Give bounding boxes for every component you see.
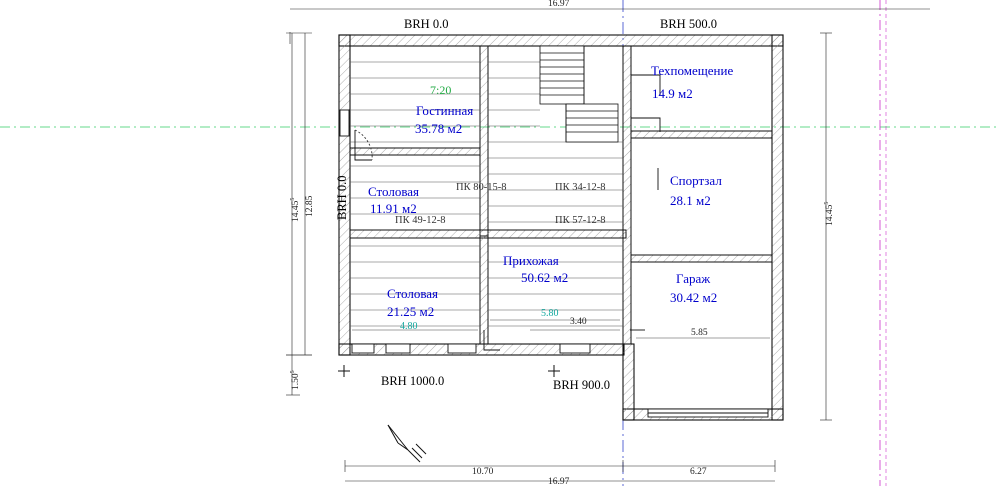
room-area-prihozhaya: 50.62 м2 bbox=[521, 270, 569, 285]
dimension-left-outer-value: 14.45 bbox=[291, 200, 302, 222]
green-note-7-20: 7:20 bbox=[430, 83, 452, 97]
room-area-sportzal: 28.1 м2 bbox=[670, 193, 711, 208]
dimension-interior-3-40: 3.40 bbox=[570, 317, 587, 327]
dimension-left-outer-sup: 5 bbox=[290, 197, 296, 201]
brh-label-top-left: BRH 0.0 bbox=[404, 17, 449, 31]
panel-label-pk-34-12-8: ПК 34-12-8 bbox=[555, 182, 606, 193]
panel-label-pk-80-15-8: ПК 80-15-8 bbox=[456, 182, 507, 193]
dimension-interior-4-80: 4.80 bbox=[400, 321, 418, 332]
room-area-tehpomeshchenie: 14.9 м2 bbox=[652, 86, 693, 101]
dimension-right-outer bbox=[824, 202, 836, 226]
brh-label-left: BRH 0.0 bbox=[335, 175, 349, 220]
room-area-garazh: 30.42 м2 bbox=[670, 290, 718, 305]
room-name-gostinnaya: Гостинная bbox=[416, 103, 474, 118]
dimension-lines bbox=[286, 0, 930, 486]
room-area-stolovaya-2: 21.25 м2 bbox=[387, 304, 435, 319]
dimension-bottom-left: 10.70 bbox=[472, 467, 494, 477]
dimension-right-outer-value: 14.45 bbox=[825, 204, 836, 226]
dimension-left-bottom bbox=[290, 370, 302, 390]
dimension-left-bottom-sup: 5 bbox=[290, 370, 296, 374]
dimension-interior-5-85: 5.85 bbox=[691, 328, 708, 338]
brh-label-bottom-right: BRH 900.0 bbox=[553, 378, 610, 392]
dimension-left-bottom-value: 1.50 bbox=[291, 373, 302, 390]
panel-label-pk-49-12-8: ПК 49-12-8 bbox=[395, 215, 446, 226]
dimension-interior-5-80: 5.80 bbox=[541, 308, 559, 319]
room-name-prihozhaya: Прихожая bbox=[503, 253, 559, 268]
room-name-stolovaya-1: Столовая bbox=[368, 184, 420, 199]
panel-label-pk-57-12-8: ПК 57-12-8 bbox=[555, 215, 606, 226]
room-name-garazh: Гараж bbox=[676, 271, 711, 286]
dimension-bottom-overall: 16.97 bbox=[548, 477, 570, 486]
corner-markers bbox=[338, 365, 560, 377]
room-area-stolovaya-1: 11.91 м2 bbox=[370, 201, 417, 216]
dimension-right-outer-sup: 5 bbox=[824, 201, 830, 205]
brh-label-top-right: BRH 500.0 bbox=[660, 17, 717, 31]
dimension-top-overall: 16.97 bbox=[548, 0, 570, 9]
room-name-sportzal: Спортзал bbox=[670, 173, 722, 188]
room-name-stolovaya-2: Столовая bbox=[387, 286, 439, 301]
room-name-tehpomeshchenie: Техпомещение bbox=[651, 63, 734, 78]
staircase bbox=[540, 46, 618, 142]
room-area-gostinnaya: 35.78 м2 bbox=[415, 121, 463, 136]
dimension-bottom-right: 6.27 bbox=[690, 467, 707, 477]
north-arrow bbox=[388, 425, 426, 462]
brh-label-bottom-left: BRH 1000.0 bbox=[381, 374, 445, 388]
dimension-left-outer bbox=[290, 198, 302, 222]
dimension-left-inner: 12.85 bbox=[305, 195, 315, 217]
